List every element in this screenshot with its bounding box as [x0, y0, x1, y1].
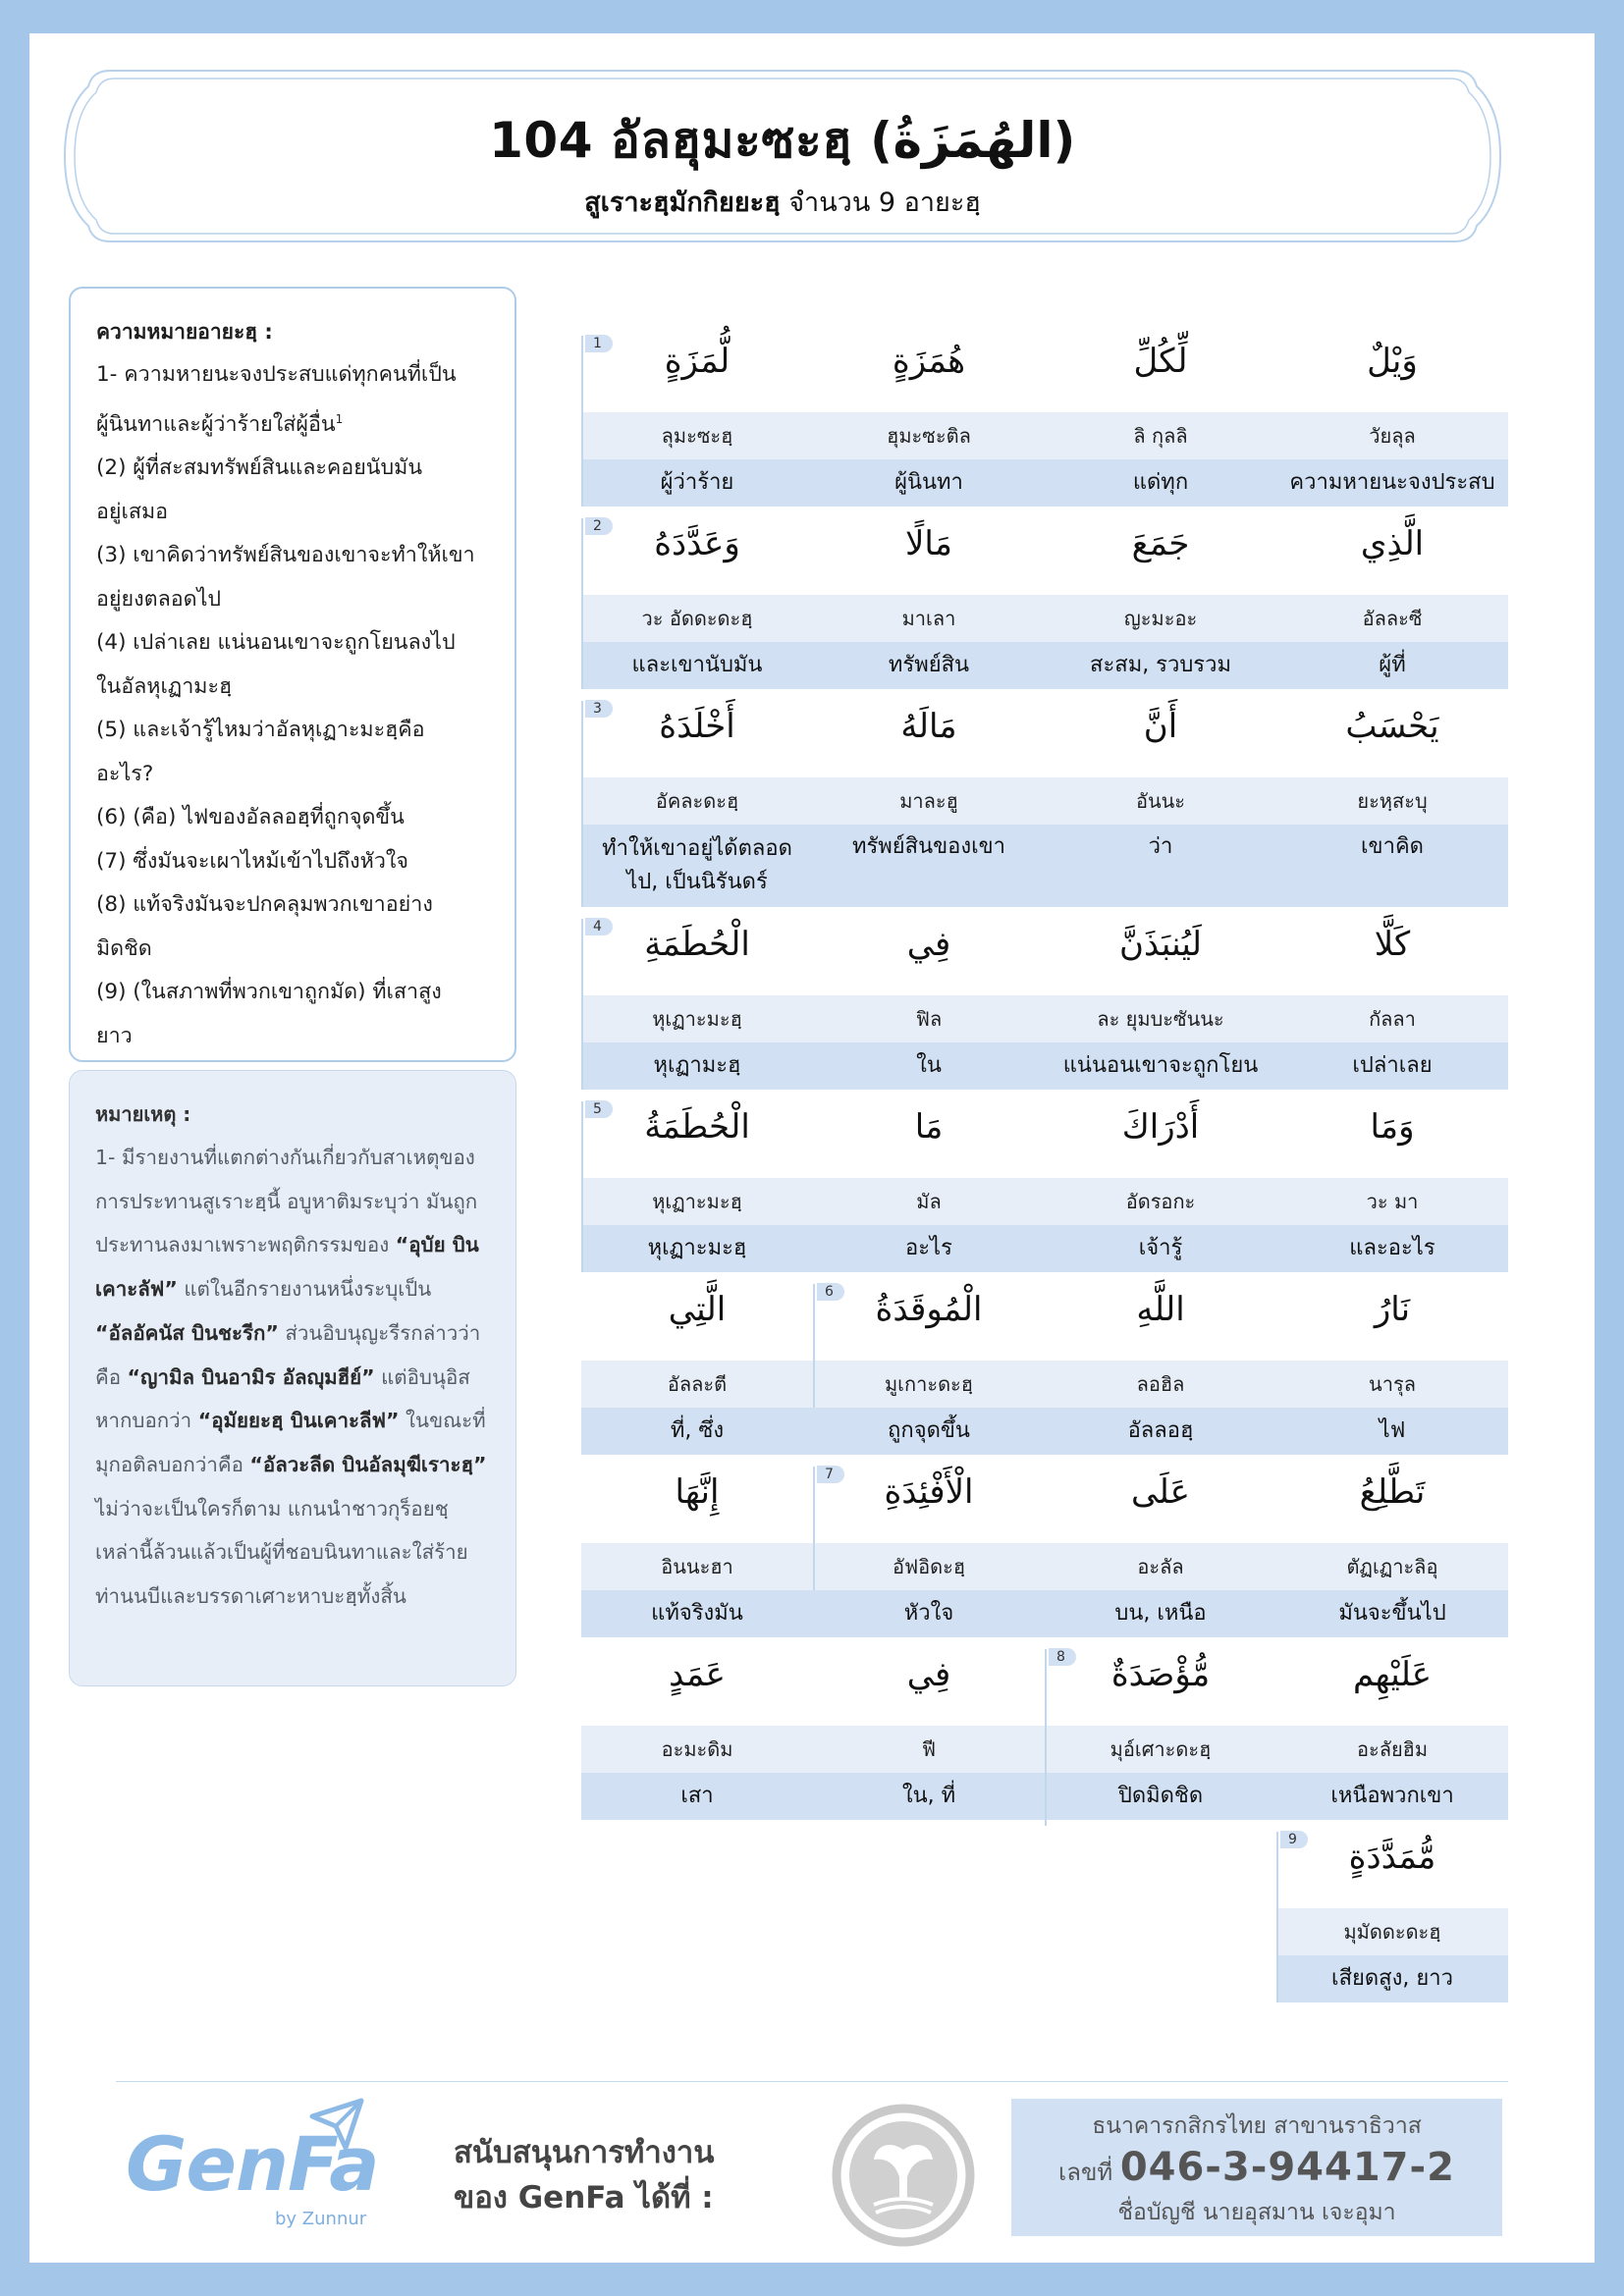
transliteration: มูเกาะดะฮฺ — [813, 1361, 1045, 1408]
word-meaning: หัวใจ — [813, 1590, 1045, 1637]
word-meaning: มันจะขึ้นไป — [1276, 1590, 1508, 1637]
meaning-title: ความหมายอายะฮฺ : — [96, 320, 273, 344]
word-cell — [1276, 1806, 1508, 2002]
word-meaning: ว่า — [1045, 825, 1276, 907]
meaning-line: 1- ความหายนะจงประสบแด่ทุกคนที่เป็น — [96, 362, 457, 387]
note-name: “อุบัย บินเคาะลัฟ” — [95, 1233, 479, 1302]
arabic-word: عَلَيْهِم — [1352, 1655, 1433, 1694]
word-meaning: ที่, ซึ่ง — [581, 1408, 813, 1455]
word-meaning: หุเฏามะฮฺ — [581, 1042, 813, 1090]
word-meaning: ผู้นินทา — [813, 459, 1045, 507]
verse-number-badge: 6 — [817, 1283, 844, 1301]
word-meaning: อัลลอฮฺ — [1045, 1408, 1276, 1455]
logo-byline: by Zunnur — [275, 2209, 367, 2229]
word-meaning: แท้จริงมัน — [581, 1590, 813, 1637]
note-text: ไม่ว่าจะเป็นใครก็ตาม แกนนำชาวกุร็อยชฺเหล่านี้ล้วนแล้วเป็นผู้ที่ชอบนินทาและใส่ร้ายท่านนบีและบรรดาเศาะหาบะฮฺทั้งสิ้น — [95, 1496, 468, 1609]
word-cell — [581, 1258, 813, 1455]
transliteration: อะลัยฮิม — [1276, 1726, 1508, 1773]
transliteration: อะลัล — [1045, 1543, 1276, 1590]
word-cell — [581, 893, 813, 1090]
word-cell — [813, 1441, 1045, 1637]
verse-divider — [581, 1101, 583, 1272]
word-meaning: และอะไร — [1276, 1225, 1508, 1272]
account-label: เลขที่ — [1058, 2159, 1120, 2186]
note-title: หมายเหตุ : — [95, 1102, 191, 1126]
transliteration: ยะหฺสะบุ — [1276, 777, 1508, 825]
note-name: “อุมัยยะฮฺ บินเคาะลีฟ” — [197, 1409, 400, 1433]
word-meaning: ใน, ที่ — [813, 1773, 1045, 1820]
word-cell — [581, 1441, 813, 1637]
word-cell — [1045, 675, 1276, 907]
word-cell — [1045, 1258, 1276, 1455]
arabic-word: اللَّهِ — [1136, 1290, 1185, 1329]
verse-divider — [1276, 1832, 1278, 2002]
transliteration: ลุมะซะฮฺ — [581, 412, 813, 459]
arabic-word: نَارُ — [1374, 1290, 1411, 1329]
verse-divider — [1045, 1649, 1047, 1826]
note-text: แต่ในอีกรายงานหนึ่งระบุเป็น — [177, 1277, 432, 1302]
arabic-word: الْأَفْئِدَةِ — [884, 1472, 974, 1512]
transliteration: อะมะดิม — [581, 1726, 813, 1773]
verse-number-badge: 1 — [585, 335, 613, 352]
word-cell — [581, 1624, 813, 1820]
paper-plane-icon — [306, 2097, 365, 2152]
note-body — [95, 1136, 490, 1619]
word-cell — [1276, 675, 1508, 907]
word-cell — [1045, 1441, 1276, 1637]
word-meaning: เสียดสูง, ยาว — [1276, 1955, 1508, 2002]
note-box — [69, 1070, 516, 1686]
transliteration: ฟิล — [813, 995, 1045, 1042]
arabic-word: وَيْلٌ — [1367, 342, 1418, 381]
word-meaning: อะไร — [813, 1225, 1045, 1272]
transliteration: ฟี — [813, 1726, 1045, 1773]
arabic-word: عَلَى — [1131, 1472, 1190, 1512]
word-cell — [1045, 1624, 1276, 1820]
arabic-word: لِّكُلِّ — [1133, 342, 1188, 381]
support-line: สนับสนุนการทำงาน — [454, 2135, 715, 2170]
transliteration: อัลละซี — [1276, 595, 1508, 642]
word-cell — [813, 893, 1045, 1090]
verse-number-badge: 5 — [585, 1100, 613, 1118]
meaning-line-text: ผู้นินทาและผู้ว่าร้ายใส่ผู้อื่น — [96, 411, 336, 437]
verse-number-badge: 7 — [817, 1466, 844, 1483]
word-cell — [1276, 893, 1508, 1090]
transliteration: อันนะ — [1045, 777, 1276, 825]
word-meaning: ความหายนะจงประสบ — [1276, 459, 1508, 507]
word-meaning: เสา — [581, 1773, 813, 1820]
arabic-word: فِي — [906, 925, 951, 964]
word-meaning: แน่นอนเขาจะถูกโยน — [1045, 1042, 1276, 1090]
word-meaning: เปล่าเลย — [1276, 1042, 1508, 1090]
arabic-word: الَّذِي — [1360, 524, 1425, 563]
verse-number-badge: 9 — [1280, 1831, 1308, 1848]
meaning-line: (3) เขาคิดว่าทรัพย์สินของเขาจะทำให้เขา — [96, 543, 475, 568]
word-cell — [581, 1076, 813, 1272]
arabic-word: الْحُطَمَةِ — [644, 925, 750, 964]
arabic-word: وَعَدَّدَهُ — [654, 524, 740, 563]
word-meaning: เจ้ารู้ — [1045, 1225, 1276, 1272]
transliteration: ญะมะอะ — [1045, 595, 1276, 642]
arabic-word: عَمَدٍ — [669, 1655, 726, 1694]
account-holder: ชื่อบัญชี นายอุสมาน เจะอุมา — [1117, 2200, 1396, 2225]
arabic-word: مُّؤْصَدَةٌ — [1110, 1655, 1211, 1694]
word-meaning: และเขานับมัน — [581, 642, 813, 689]
word-cell — [813, 675, 1045, 907]
transliteration: อัฟอิดะฮฺ — [813, 1543, 1045, 1590]
transliteration: อัลละตี — [581, 1361, 813, 1408]
transliteration: วัยลุล — [1276, 412, 1508, 459]
word-cell — [1045, 1076, 1276, 1272]
support-line: ของ GenFa ได้ที่ : — [454, 2180, 714, 2216]
word-meaning: แด่ทุก — [1045, 459, 1276, 507]
word-cell — [1276, 493, 1508, 689]
transliteration: กัลลา — [1276, 995, 1508, 1042]
transliteration: มาละฮู — [813, 777, 1045, 825]
verse-divider — [581, 919, 583, 1090]
arabic-word: لُّمَزَةٍ — [664, 342, 731, 381]
arabic-word: الْمُوقَدَةُ — [875, 1290, 983, 1329]
word-meaning: สะสม, รวบรวม — [1045, 642, 1276, 689]
transliteration: มัล — [813, 1178, 1045, 1225]
word-cell — [813, 1624, 1045, 1820]
word-meaning: ผู้ว่าร้าย — [581, 459, 813, 507]
word-cell — [1045, 493, 1276, 689]
meaning-line: อยู่เสมอ — [96, 499, 169, 524]
verse-number-badge: 4 — [585, 918, 613, 935]
transliteration: อัดรอกะ — [1045, 1178, 1276, 1225]
surah-type: สูเราะฮฺมักกิยยะฮฺ — [584, 187, 781, 218]
arabic-word: فِي — [906, 1655, 951, 1694]
arabic-word: الْحُطَمَةُ — [644, 1107, 750, 1147]
word-cell — [1276, 1624, 1508, 1820]
meaning-line: (7) ซึ่งมันจะเผาไหม้เข้าไปถึงหัวใจ — [96, 848, 409, 874]
word-meaning: ถูกจุดขึ้น — [813, 1408, 1045, 1455]
transliteration: วะ มา — [1276, 1178, 1508, 1225]
verse-number-badge: 3 — [585, 700, 613, 718]
verse-divider — [813, 1284, 815, 1408]
word-cell — [1276, 1441, 1508, 1637]
bank-logo-icon — [831, 2103, 976, 2248]
word-cell — [813, 493, 1045, 689]
note-text: ในขณะที่มุกอติลบอกว่าคือ — [95, 1409, 486, 1476]
arabic-word: مَالَهُ — [900, 707, 957, 746]
word-cell — [581, 310, 813, 507]
word-cell — [1276, 310, 1508, 507]
note-text: 1- มีรายงานที่แตกต่างกันเกี่ยวกับสาเหตุของการประทานสูเราะฮฺนี้ อบูหาติมระบุว่า มันถูกประทานลงมาเพราะพฤติกรรมของ — [95, 1146, 478, 1257]
genfa-logo: GenFa — [126, 2120, 379, 2208]
meaning-line: (9) (ในสภาพที่พวกเขาถูกมัด) ที่เสาสูง — [96, 980, 442, 1005]
word-cell — [1045, 893, 1276, 1090]
arabic-word: هُمَزَةٍ — [892, 342, 966, 381]
word-meaning: บน, เหนือ — [1045, 1590, 1276, 1637]
transliteration: ฮุมะซะติล — [813, 412, 1045, 459]
arabic-word: مُّمَدَّدَةٍ — [1348, 1838, 1436, 1877]
word-cell — [1276, 1258, 1508, 1455]
arabic-word: جَمَعَ — [1131, 524, 1190, 563]
note-name: “อัลวะลีด บินอัลมุฆีเราะฮฺ” — [249, 1452, 487, 1476]
arabic-word: مَالًا — [905, 524, 952, 563]
transliteration: ลิ กุลลิ — [1045, 412, 1276, 459]
word-cell — [581, 493, 813, 689]
word-cell — [813, 310, 1045, 507]
arabic-word: لَيُنبَذَنَّ — [1119, 925, 1202, 964]
word-cell — [813, 1258, 1045, 1455]
meaning-line: (4) เปล่าเลย แน่นอนเขาจะถูกโยนลงไป — [96, 630, 456, 656]
word-meaning: ปิดมิดชิด — [1045, 1773, 1276, 1820]
transliteration: มุมัดดะดะฮฺ — [1276, 1908, 1508, 1955]
note-text: ส่วนอิบนุญะรีรกล่าวว่าคือ — [95, 1320, 481, 1389]
account-number-line — [1011, 2144, 1502, 2196]
arabic-word: مَا — [914, 1107, 944, 1147]
note-name: “อัลอัคนัส บินชะรีก” — [95, 1320, 279, 1345]
note-text: แต่อิบนุอิสหากบอกว่า — [95, 1364, 470, 1433]
arabic-word: الَّتِي — [668, 1290, 727, 1329]
transliteration: ลอฮิล — [1045, 1361, 1276, 1408]
word-meaning: ใน — [813, 1042, 1045, 1090]
meaning-line: อะไร? — [96, 761, 154, 786]
transliteration: ละ ยุมบะซันนะ — [1045, 995, 1276, 1042]
page-subtitle — [59, 181, 1506, 223]
verse-number-badge: 2 — [585, 517, 613, 535]
verse-divider — [581, 336, 583, 507]
word-meaning: ทรัพย์สินของเขา — [813, 825, 1045, 907]
word-cell — [813, 1076, 1045, 1272]
transliteration: มุอ์เศาะดะฮฺ — [1045, 1726, 1276, 1773]
word-cell — [1276, 1076, 1508, 1272]
meaning-line: (2) ผู้ที่สะสมทรัพย์สินและคอยนับมัน — [96, 455, 423, 481]
arabic-word: يَحْسَبُ — [1345, 707, 1439, 746]
support-text — [454, 2130, 715, 2220]
meaning-box — [69, 287, 516, 1062]
word-meaning: ทรัพย์สิน — [813, 642, 1045, 689]
word-meaning: ทำให้เขาอยู่ได้ตลอดไป, เป็นนิรันดร์ — [581, 825, 813, 907]
bank-name: ธนาคารกสิกรไทย สาขานราธิวาส — [1092, 2113, 1422, 2139]
arabic-word: أَدْرَاكَ — [1121, 1107, 1200, 1147]
meaning-line: (5) และเจ้ารู้ไหมว่าอัลหุเฏาะมะฮฺคือ — [96, 718, 425, 743]
arabic-word: أَنَّ — [1143, 707, 1178, 746]
footnote-mark: 1 — [335, 411, 344, 426]
word-meaning: เขาคิด — [1276, 825, 1508, 907]
meaning-line — [96, 398, 489, 448]
arabic-word: تَطَّلِعُ — [1359, 1472, 1426, 1512]
note-name: “ญามิล บินอามิร อัลญุมฮีย์” — [127, 1364, 375, 1389]
verse-divider — [581, 701, 583, 907]
transliteration: อัคละดะฮฺ — [581, 777, 813, 825]
meaning-line: (6) (คือ) ไฟของอัลลอฮฺที่ถูกจุดขึ้น — [96, 805, 405, 830]
meaning-line: ในอัลหุเฏามะฮฺ — [96, 673, 233, 699]
meaning-line: อยู่ยงตลอดไป — [96, 586, 222, 612]
transliteration: นารุล — [1276, 1361, 1508, 1408]
arabic-word: أَخْلَدَهُ — [659, 707, 735, 746]
transliteration: ตัฏเฏาะลิอุ — [1276, 1543, 1508, 1590]
account-number: 046-3-94417-2 — [1119, 2145, 1455, 2190]
page-title: 104 อัลฮุมะซะฮฺ (الهُمَزَةُ) — [489, 112, 1076, 169]
word-meaning: ผู้ที่ — [1276, 642, 1508, 689]
verse-divider — [813, 1467, 815, 1590]
meaning-line: ยาว — [96, 1023, 133, 1048]
transliteration: หุเฏาะมะฮฺ — [581, 995, 813, 1042]
verse-divider — [581, 518, 583, 689]
meaning-line: มิดชิด — [96, 935, 152, 961]
arabic-word: إِنَّهَا — [675, 1472, 720, 1512]
verse-number-badge: 8 — [1049, 1648, 1076, 1666]
transliteration: วะ อัดดะดะฮฺ — [581, 595, 813, 642]
transliteration: หุเฏาะมะฮฺ — [581, 1178, 813, 1225]
arabic-word: كَلَّا — [1374, 925, 1411, 964]
word-meaning: ไฟ — [1276, 1408, 1508, 1455]
footer-divider — [116, 2081, 1508, 2082]
transliteration: อินนะฮา — [581, 1543, 813, 1590]
word-cell — [1045, 310, 1276, 507]
ayah-count: จำนวน 9 อายะฮฺ — [780, 187, 981, 218]
meaning-line: (8) แท้จริงมันจะปกคลุมพวกเขาอย่าง — [96, 892, 433, 918]
word-cell — [581, 675, 813, 907]
bank-account-box — [1011, 2099, 1502, 2236]
arabic-word: وَمَا — [1370, 1107, 1415, 1147]
word-meaning: หุเฏาะมะฮฺ — [581, 1225, 813, 1272]
word-meaning: เหนือพวกเขา — [1276, 1773, 1508, 1820]
transliteration: มาเลา — [813, 595, 1045, 642]
